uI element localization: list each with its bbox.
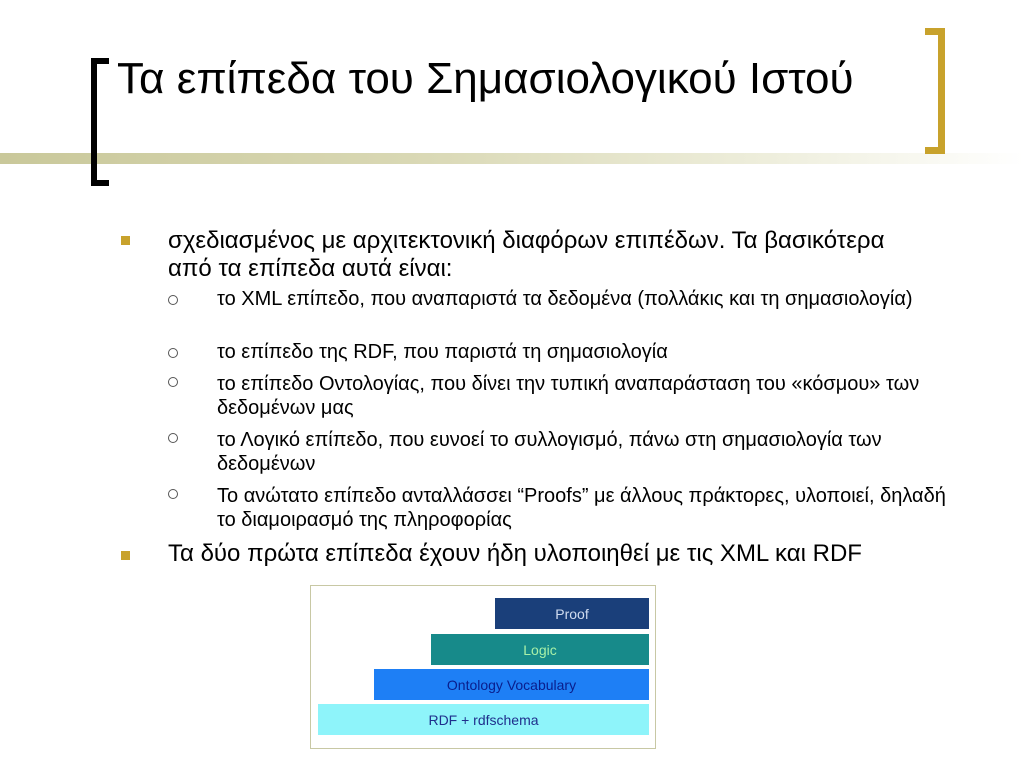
layer-label: Proof <box>555 605 589 622</box>
bullet-text: σχεδιασμένος με αρχιτεκτονική διαφόρων επιπέδων. Τα βασικότερα από τα επίπεδα αυτά είναι: <box>168 227 885 282</box>
bullet-text: Τα δύο πρώτα επίπεδα έχουν ήδη υλοποιηθεί με τις XML και RDF <box>168 540 862 567</box>
title-underline-band <box>0 153 1024 164</box>
bullet-marker <box>121 236 130 245</box>
layer-rdf-rdfschema <box>318 704 649 735</box>
sub-bullet-marker <box>168 433 178 443</box>
left-bracket-decoration <box>91 58 109 186</box>
sub-bullet-marker <box>168 295 178 305</box>
layer-label: Ontology Vocabulary <box>446 676 577 693</box>
layer-logic <box>431 634 649 665</box>
layer-label: Logic <box>523 641 557 658</box>
right-bracket-decoration <box>925 28 945 154</box>
sub-bullet-text: το επίπεδο Οντολογίας, που δίνει την τυπική αναπαράσταση του «κόσμου» των δεδομένων μας <box>217 373 920 419</box>
bullet-marker <box>121 551 130 560</box>
sub-bullet-text: το Λογικό επίπεδο, που ευνοεί το συλλογισμό, πάνω στη σημασιολογία των δεδομένων <box>217 429 882 475</box>
sub-bullet-marker <box>168 348 178 358</box>
layer-proof <box>495 598 649 629</box>
sub-bullet-text: το επίπεδο της RDF, που παριστά τη σημασιολογία <box>217 341 668 363</box>
layer-label: RDF + rdfschema <box>428 711 539 728</box>
sub-bullet-marker <box>168 377 178 387</box>
sub-bullet-marker <box>168 489 178 499</box>
layer-ontology-vocabulary <box>374 669 649 700</box>
semantic-web-layer-diagram <box>310 585 656 749</box>
sub-bullet-text: Το ανώτατο επίπεδο ανταλλάσσει “Proofs” με άλλους πράκτορες, υλοποιεί, δηλαδή το διαμοιρασμό της πληροφορίας <box>217 485 946 531</box>
slide-title: Τα επίπεδα του Σημασιολογικού Ιστού <box>117 54 854 103</box>
sub-bullet-text: το XML επίπεδο, που αναπαριστά τα δεδομένα (πολλάκις και τη σημασιολογία) <box>217 288 913 310</box>
